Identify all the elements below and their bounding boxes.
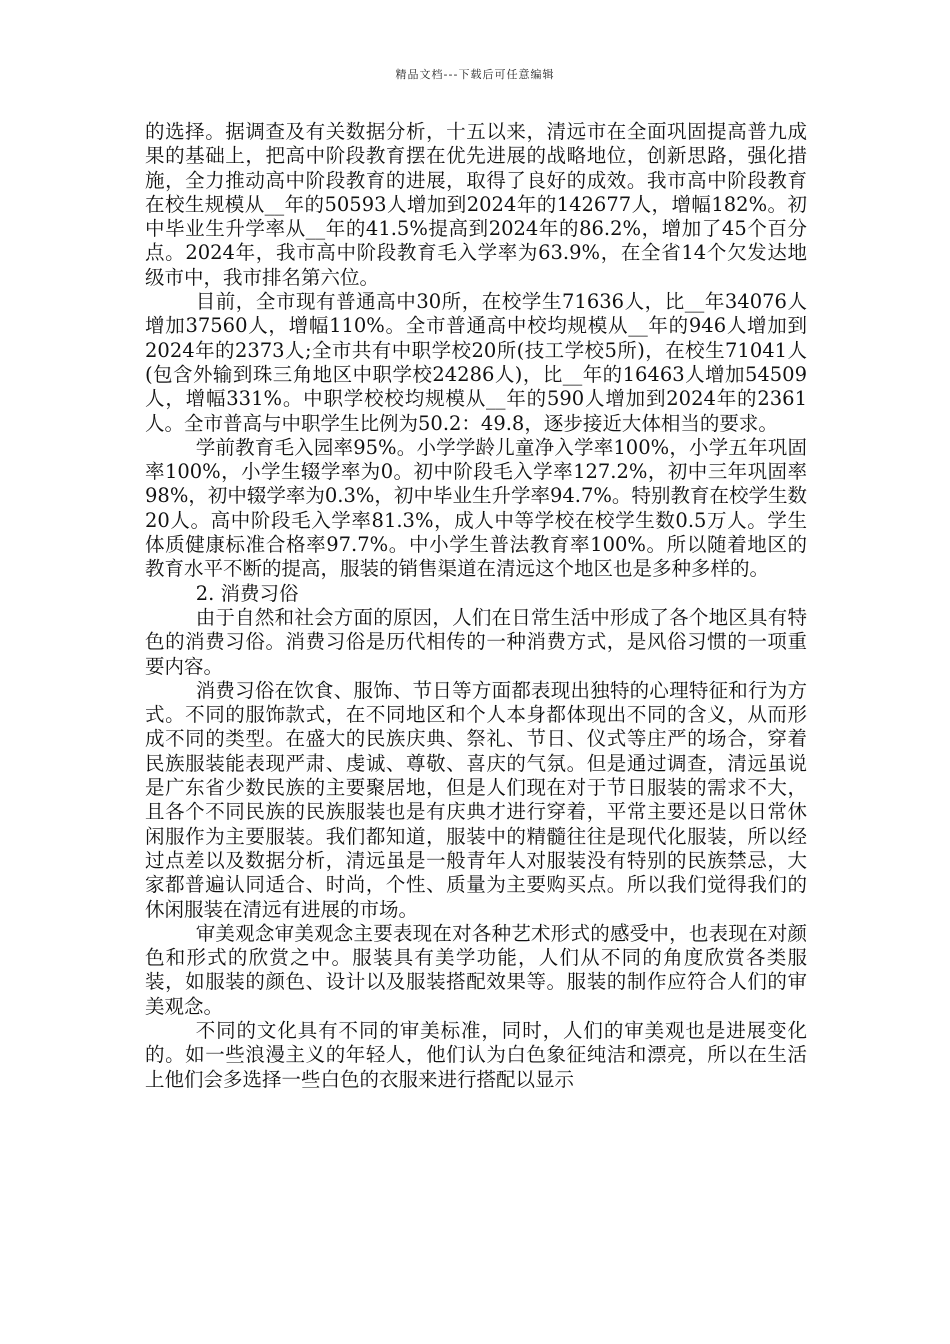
paragraph-education-rates: 学前教育毛入园率95%。小学学龄儿童净入学率100%，小学五年巩固率100%，小学生辍学率为0。初中阶段毛入学率127.2%，初中三年巩固率98%，初中辍学率为0.3%，初中毕业生升学率94.7%。特别教育在校学生数20人。高中阶段毛入学率81.3%，成人中等学校在校学生数0.5万人。学生体质健康标准合格率97.7%。中小学生普法教育率100%。所以随着地区的教育水平不断的提高，服装的销售渠道在清远这个地区也是多种多样的。 bbox=[145, 435, 807, 581]
paragraph-aesthetic-concept: 审美观念审美观念主要表现在对各种艺术形式的感受中，也表现在对颜色和形式的欣赏之中。服装具有美学功能，人们从不同的角度欣赏各类服装，如服装的颜色、设计以及服装搭配效果等。服装的制作应符合人们的审美观念。 bbox=[145, 921, 807, 1018]
page-header: 精品文档---下载后可任意编辑 bbox=[395, 68, 555, 81]
paragraph-consumption-intro: 由于自然和社会方面的原因，人们在日常生活中形成了各个地区具有特色的消费习俗。消费习俗是历代相传的一种消费方式，是风俗习惯的一项重要内容。 bbox=[145, 605, 807, 678]
document-body bbox=[145, 120, 807, 1092]
paragraph-clothing-customs: 消费习俗在饮食、服饰、节日等方面都表现出独特的心理特征和行为方式。不同的服饰款式，在不同地区和个人本身都体现出不同的含义，从而形成不同的类型。在盛大的民族庆典、祭礼、节日、仪式等庄严的场合，穿着民族服装能表现严肃、虔诚、尊敬、喜庆的气氛。但是通过调查，清远虽说是广东省少数民族的主要聚居地，但是人们现在对于节日服装的需求不大，且各个不同民族的民族服装也是有庆典才进行穿着，平常主要还是以日常休闲服作为主要服装。我们都知道，服装中的精髓往往是现代化服装，所以经过点差以及数据分析，清远虽是一般青年人对服装没有特别的民族禁忌，大家都普遍认同适合、时尚，个性、质量为主要购买点。所以我们觉得我们的休闲服装在清远有进展的市场。 bbox=[145, 678, 807, 921]
section-heading-consumption-custom: 2. 消费习俗 bbox=[195, 581, 299, 605]
paragraph-school-stats: 目前，全市现有普通高中30所，在校学生71636人，比__年34076人增加37560人，增幅110%。全市普通高中校均规模从__年的946人增加到2024年的2373人;全市共有中职学校20所(技工学校5所)，在校生71041人(包含外输到珠三角地区中职学校24286人)，比__年的16463人增加54509人，增幅331%。中职学校校均规模从__年的590人增加到2024年的2361人。全市普高与中职学生比例为50.2：49.8，逐步接近大体相当的要求。 bbox=[145, 290, 807, 435]
paragraph-aesthetic-change: 不同的文化具有不同的审美标准，同时，人们的审美观也是进展变化的。如一些浪漫主义的年轻人，他们认为白色象征纯洁和漂亮，所以在生活上他们会多选择一些白色的衣服来进行搭配以显示 bbox=[145, 1018, 807, 1091]
paragraph-continued: 的选择。据调查及有关数据分析，十五以来，清远市在全面巩固提高普九成果的基础上，把高中阶段教育摆在优先进展的战略地位，创新思路，强化措施，全力推动高中阶段教育的进展，取得了良好的成效。我市高中阶段教育在校生规模从__年的50593人增加到2024年的142677人，增幅182%。初中毕业生升学率从__年的41.5%提高到2024年的86.2%，增加了45个百分点。2024年，我市高中阶段教育毛入学率为63.9%，在全省14个欠发达地级市中，我市排名第六位。 bbox=[145, 120, 807, 289]
